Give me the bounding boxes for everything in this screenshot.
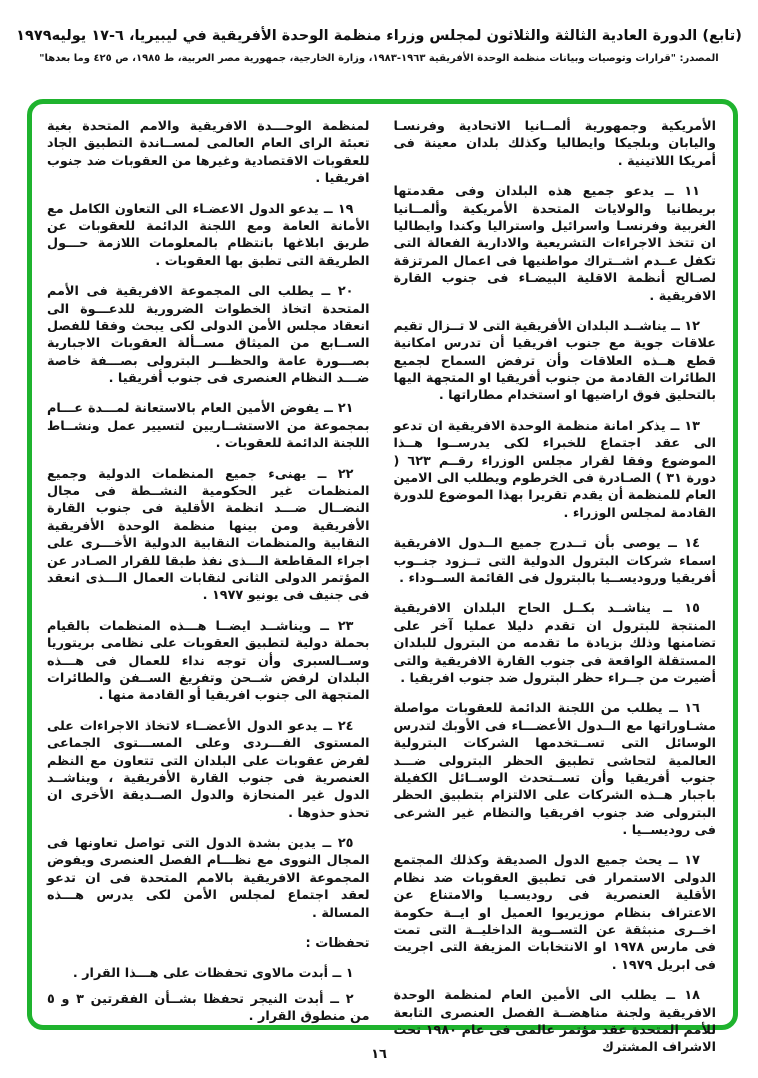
reservation-item-2: ٢ ــ أبدت النيجر تحفظا بشــأن الفقرتين ٣ و ٥ من منطوق القرار . <box>47 992 370 1025</box>
paragraph-item-18: ١٨ ــ يطلب الى الأمين العام لمنظمة الوحدة الافريقية ولجنة مناهضــة الفصل العنصرى التابعة للأمم المتحدة عقد مؤتمر عالمى فى عام ١٩٨٠ تحت الاشراف المشترك <box>393 988 716 1056</box>
paragraph-item-25: ٢٥ ــ يدين بشدة الدول التى تواصل تعاونها فى المجال النووى مع نظـــام الفصل العنصرى ويفوض المجموعة الافريقية بالامم المتحدة فى ان تدعو لعقد اجتماع لمجلس الأمن لكى يدرس هـــذه المسالة . <box>47 836 370 921</box>
doc-title: (تابع) الدورة العادية الثالثة والثلاثون لمجلس وزراء منظمة الوحدة الأفريقية في ليبيريا، ٦-١٧ يوليه١٩٧٩ <box>16 28 742 44</box>
column-left <box>47 118 370 1025</box>
paragraph-item-23: ٢٣ ــ ويناشــد ايضــا هـــذه المنظمات بالقيام بحملة دولية لتطبيق العقوبات على نظامى بريتوريا وســالسبرى وأن توجه نداء للعمال فى هـــذه البلدان لرفض شــحن وتفريغ الســفن والطائرات المتجهة الى جنوب افريقيا أو القادمة منها . <box>47 618 370 704</box>
paragraph-item-17: ١٧ ــ يحث جميع الدول الصديقة وكذلك المجتمع الدولى الاستمرار فى تطبيق العقوبات ضد نظام الأقلية العنصرية فى روديسـيا والامتناع عن الاعتراف بنظام موزيريوا العميل او ايــة حكومة اخــرى منبثقة عن التســوية الداخليــة التى تمت فى مارس ١٩٧٨ او الانتخابات المزيفة التى اجريت فى ابريل ١٩٧٩ . <box>393 853 716 973</box>
paragraph-item-18-continuation: لمنظمة الوحـــدة الافريقية والامم المتحدة بغية تعبئة الراى العام العالمى لمســاندة التطبيق الجاد للعقوبات الاقتصادية وغيرها من العقوبات ضد جنوب افريقيا . <box>47 119 370 187</box>
column-right <box>393 118 717 1056</box>
paragraph-item-11: ١١ ــ يدعو جميع هذه البلدان وفى مقدمتها بريطانيا والولايات المتحدة الأمريكية وألمــانيا الغربية وفرنسـا واسرائيل واستراليا وكندا وايطاليا ان تتخذ الاجراءات التشريعية والادارية الفعالة التى تكفل عــدم اشــتراك مواطنيها فى اعمال المرتزقة لصـالح أنظمة الاقلية البيضـاء فى جنوب القارة الافريقية . <box>393 184 716 304</box>
doc-source: المصدر: "قرارات وتوصيات وبيانات منظمة الوحدة الأفريقية ١٩٦٣-١٩٨٣، وزارة الخارجية، جمهورية مصر العربية، ط ١٩٨٥، ص ٤٢٥ وما بعدها" <box>39 53 719 64</box>
paragraph-item-22: ٢٢ ــ يهنىء جميع المنظمات الدولية وجميع المنظمات غير الحكومية النشــطة فى مجال النضــال ضـــد انظمة الأقلية فى جنوب القارة الأفريقية ومن بينها منظمة الوحدة الأفريقية النقابية والمنظمات النقابية الدولية الأخـــرى على اجراء المقاطعة الـــذى نفذ طبقا للقرار الصـادر عن المؤتمر الدولى الثانى لنقابات العمال الـــذى انعقد فى جنيف فى يونيو ١٩٧٧ . <box>47 466 370 604</box>
paragraph-item-12: ١٢ ــ يناشــد البلدان الأفريقية التى لا تــزال تقيم علاقات جوية مع جنوب افريقيا أن تدرس امكانية قطع هــذه العلاقات وأن ترفض السماح لجميع الطائرات القادمة من جنوب أفريقيا او المتجهة اليها بالتحليق فوق اراضيها او استخدام مطاراتها . <box>393 318 716 404</box>
paragraph-item-19: ١٩ ــ يدعو الدول الاعضـاء الى التعاون الكامل مع الأمانة العامة ومع اللجنة الدائمة للعقوبات عن طريق ابلاغها بانتظام بالمعلومات اللازمة حـــول الطريقة التى تطبق بها العقوبات . <box>47 201 370 269</box>
paragraph-item-16: ١٦ ــ يطلب من اللجنة الدائمة للعقوبات مواصلة مشـاوراتها مع الــدول الأعضـــاء فى الأوبك لتدرس الوسائل التى تســتخدمها الشركات البترولية العالمية لتحاشى تطبيق الحظر البترولى ضـــد جنوب أفريقيا وأن تســتحدث الوســائل الكفيلة باجبار هــذه الشركات على الالتزام بتطبيق الحظر البترولى ضد جنوب افريقيا والنظام غير الشرعى فى روديســيا . <box>393 701 716 839</box>
paragraph-continuation: الأمريكية وجمهورية ألمــانيا الاتحادية وفرنسـا واليابان وبلجيكا وايطاليا وكذلك بلدان معينة فى أمريكا اللاتينية . <box>393 119 716 169</box>
paragraph-item-14: ١٤ ــ يوصى بأن تــدرج جميع الــدول الافريقية اسماء شركات البترول الدولية التى تــزود جنــوب أفريقيا وروديســيا بالبترول فى القائمة الســوداء . <box>393 536 716 586</box>
reservations-heading: تحفظات : <box>305 936 370 952</box>
reservation-item-1: ١ ــ أبدت مالاوى تحفظات على هـــذا القرار . <box>72 965 354 981</box>
page-number: ١٦ <box>371 1047 387 1062</box>
paragraph-item-13: ١٣ ــ يذكر امانة منظمة الوحدة الافريقية ان تدعو الى عقد اجتماع للخبراء لكى يدرســوا هــذا الموضوع وفقا لقرار مجلس الوزراء رقــم ٦٢٣ ( دورة ٣١ ) الصـادرة فى الخرطوم ويطلب الى الامين العام للمنظمة أن يقدم تقريرا بهذا الموضوع للدورة القادمة لمجلس الوزراء . <box>393 418 717 521</box>
paragraph-item-21: ٢١ ــ يفوض الأمين العام بالاستعانة لمـــدة عـــام بمجموعة من الاستشــاريين لتسيير عمل ونشــاط اللجنة الدائمة للعقوبات . <box>47 401 370 452</box>
paragraph-item-24: ٢٤ ــ يدعو الدول الأعضــاء لاتخاذ الاجراءات على المستوى الفـــردى وعلى المســـتوى الجماعى لفرض عقوبات على البلدان التى تتعاون مع النظم العنصرية فى جنوب القارة الأفريقية ، ويناشــد الدول غير المنحازة والدول الصــديقة الأخرى ان تحذو حذوها . <box>47 718 370 821</box>
content-frame <box>27 99 738 1056</box>
page-header <box>0 0 758 64</box>
paragraph-item-20: ٢٠ ــ يطلب الى المجموعة الافريقية فى الأمم المتحدة اتخاذ الخطوات الضرورية للدعـــوة الى انعقاد مجلس الأمن الدولى لكى يبحث وفقا للفصل الســابع من الميثاق مســألة العقوبات الاجبارية بصـــورة عامة والحظـــر البترولى بصـــفة خاصة ضـــد النظام العنصرى فى جنوب أفريقيا . <box>47 284 370 387</box>
paragraph-item-15: ١٥ ــ يناشــد بكــل الحاح البلدان الافريقية المنتجة للبترول ان تقدم دليلا عمليا آخر على تضامنها وذلك بزيادة ما تقدمه من البترول للبلدان المستقلة الواقعة فى جنوب القارة الافريقية والتى أضيرت من جــراء حظر البترول ضد جنوب افريقيا . <box>393 601 716 686</box>
